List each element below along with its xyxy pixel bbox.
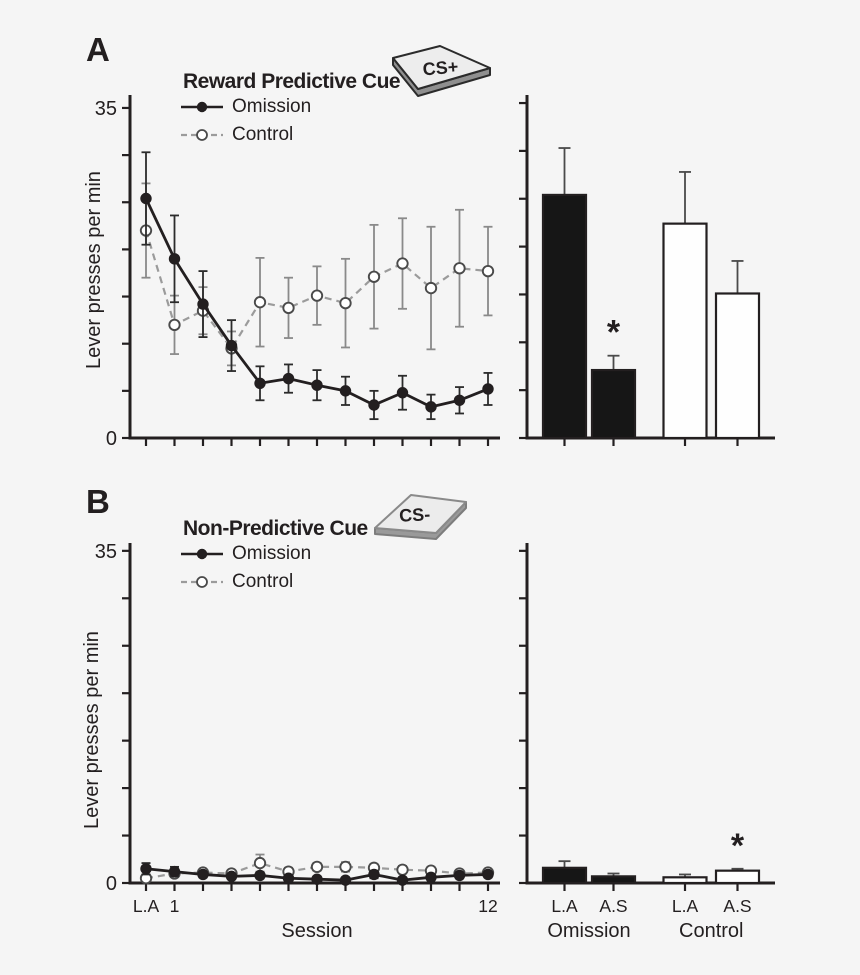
data-point <box>426 283 436 293</box>
y-tick-label: 35 <box>94 97 117 120</box>
data-point <box>226 871 236 881</box>
line-chart-panel-a <box>60 85 520 487</box>
data-point <box>397 258 407 268</box>
panel-a-title: Reward Predictive Cue <box>183 70 401 93</box>
data-point <box>141 193 151 203</box>
data-point <box>369 400 379 410</box>
legend-label-omission: Omission <box>232 96 312 117</box>
data-point <box>369 272 379 282</box>
data-point <box>340 386 350 396</box>
data-point <box>340 862 350 872</box>
data-point <box>483 384 493 394</box>
y-axis-title: Lever presses per min <box>81 631 103 829</box>
data-point <box>169 254 179 264</box>
data-point <box>483 266 493 276</box>
data-point <box>454 870 464 880</box>
data-point <box>169 320 179 330</box>
y-axis-title: Lever presses per min <box>83 171 105 369</box>
bar <box>716 871 759 883</box>
bar-chart-panel-b <box>515 540 815 970</box>
data-point <box>198 869 208 879</box>
data-point <box>312 290 322 300</box>
data-point <box>426 872 436 882</box>
data-point <box>169 866 179 876</box>
bar <box>543 195 586 438</box>
data-point <box>255 870 265 880</box>
panel-b-letter: B <box>86 483 110 520</box>
data-point <box>454 395 464 405</box>
bar-category-label: A.S <box>723 896 752 916</box>
y-tick-label: 0 <box>105 873 117 895</box>
data-point <box>340 298 350 308</box>
data-point <box>283 373 293 383</box>
bar <box>543 868 586 883</box>
bar-category-label: L.A <box>671 896 699 916</box>
data-point <box>454 263 464 273</box>
x-tick-label: 1 <box>169 896 180 916</box>
data-point <box>312 380 322 390</box>
data-point <box>283 873 293 883</box>
data-point <box>198 299 208 309</box>
bar <box>592 370 635 438</box>
data-point <box>226 340 236 350</box>
cs-plus-label: CS+ <box>421 56 460 80</box>
bar <box>716 293 759 438</box>
data-point <box>141 864 151 874</box>
data-point <box>340 875 350 885</box>
x-axis-title: Session <box>281 920 353 942</box>
bar <box>664 877 707 883</box>
legend-label-control: Control <box>232 124 294 145</box>
data-point <box>483 869 493 879</box>
panel-a-letter: A <box>86 31 110 68</box>
data-point <box>397 865 407 875</box>
legend-label-omission: Omission <box>232 543 312 564</box>
data-point <box>369 869 379 879</box>
data-point <box>426 402 436 412</box>
y-tick-label: 35 <box>94 540 117 563</box>
cs-minus-label: CS- <box>398 504 431 526</box>
data-point <box>312 862 322 872</box>
bar <box>664 224 707 438</box>
group-label: Omission <box>547 920 631 942</box>
x-tick-label: 12 <box>478 896 498 916</box>
bar-category-label: A.S <box>599 896 628 916</box>
data-point <box>283 303 293 313</box>
data-point <box>397 875 407 885</box>
group-label: Control <box>679 920 744 942</box>
sig-asterisk: * <box>606 313 621 352</box>
y-tick-label: 0 <box>105 428 117 450</box>
data-point <box>397 388 407 398</box>
bar-chart-panel-a <box>515 85 815 487</box>
panel-b-title: Non-Predictive Cue <box>183 517 368 540</box>
line-chart-panel-b <box>60 540 520 970</box>
legend-label-control: Control <box>232 571 294 592</box>
data-point <box>255 378 265 388</box>
data-point <box>255 858 265 868</box>
data-point <box>255 297 265 307</box>
bar-category-label: L.A <box>551 896 578 916</box>
x-tick-label: L.A <box>132 896 160 916</box>
bar <box>592 876 635 883</box>
data-point <box>312 874 322 884</box>
sig-asterisk: * <box>730 826 745 865</box>
